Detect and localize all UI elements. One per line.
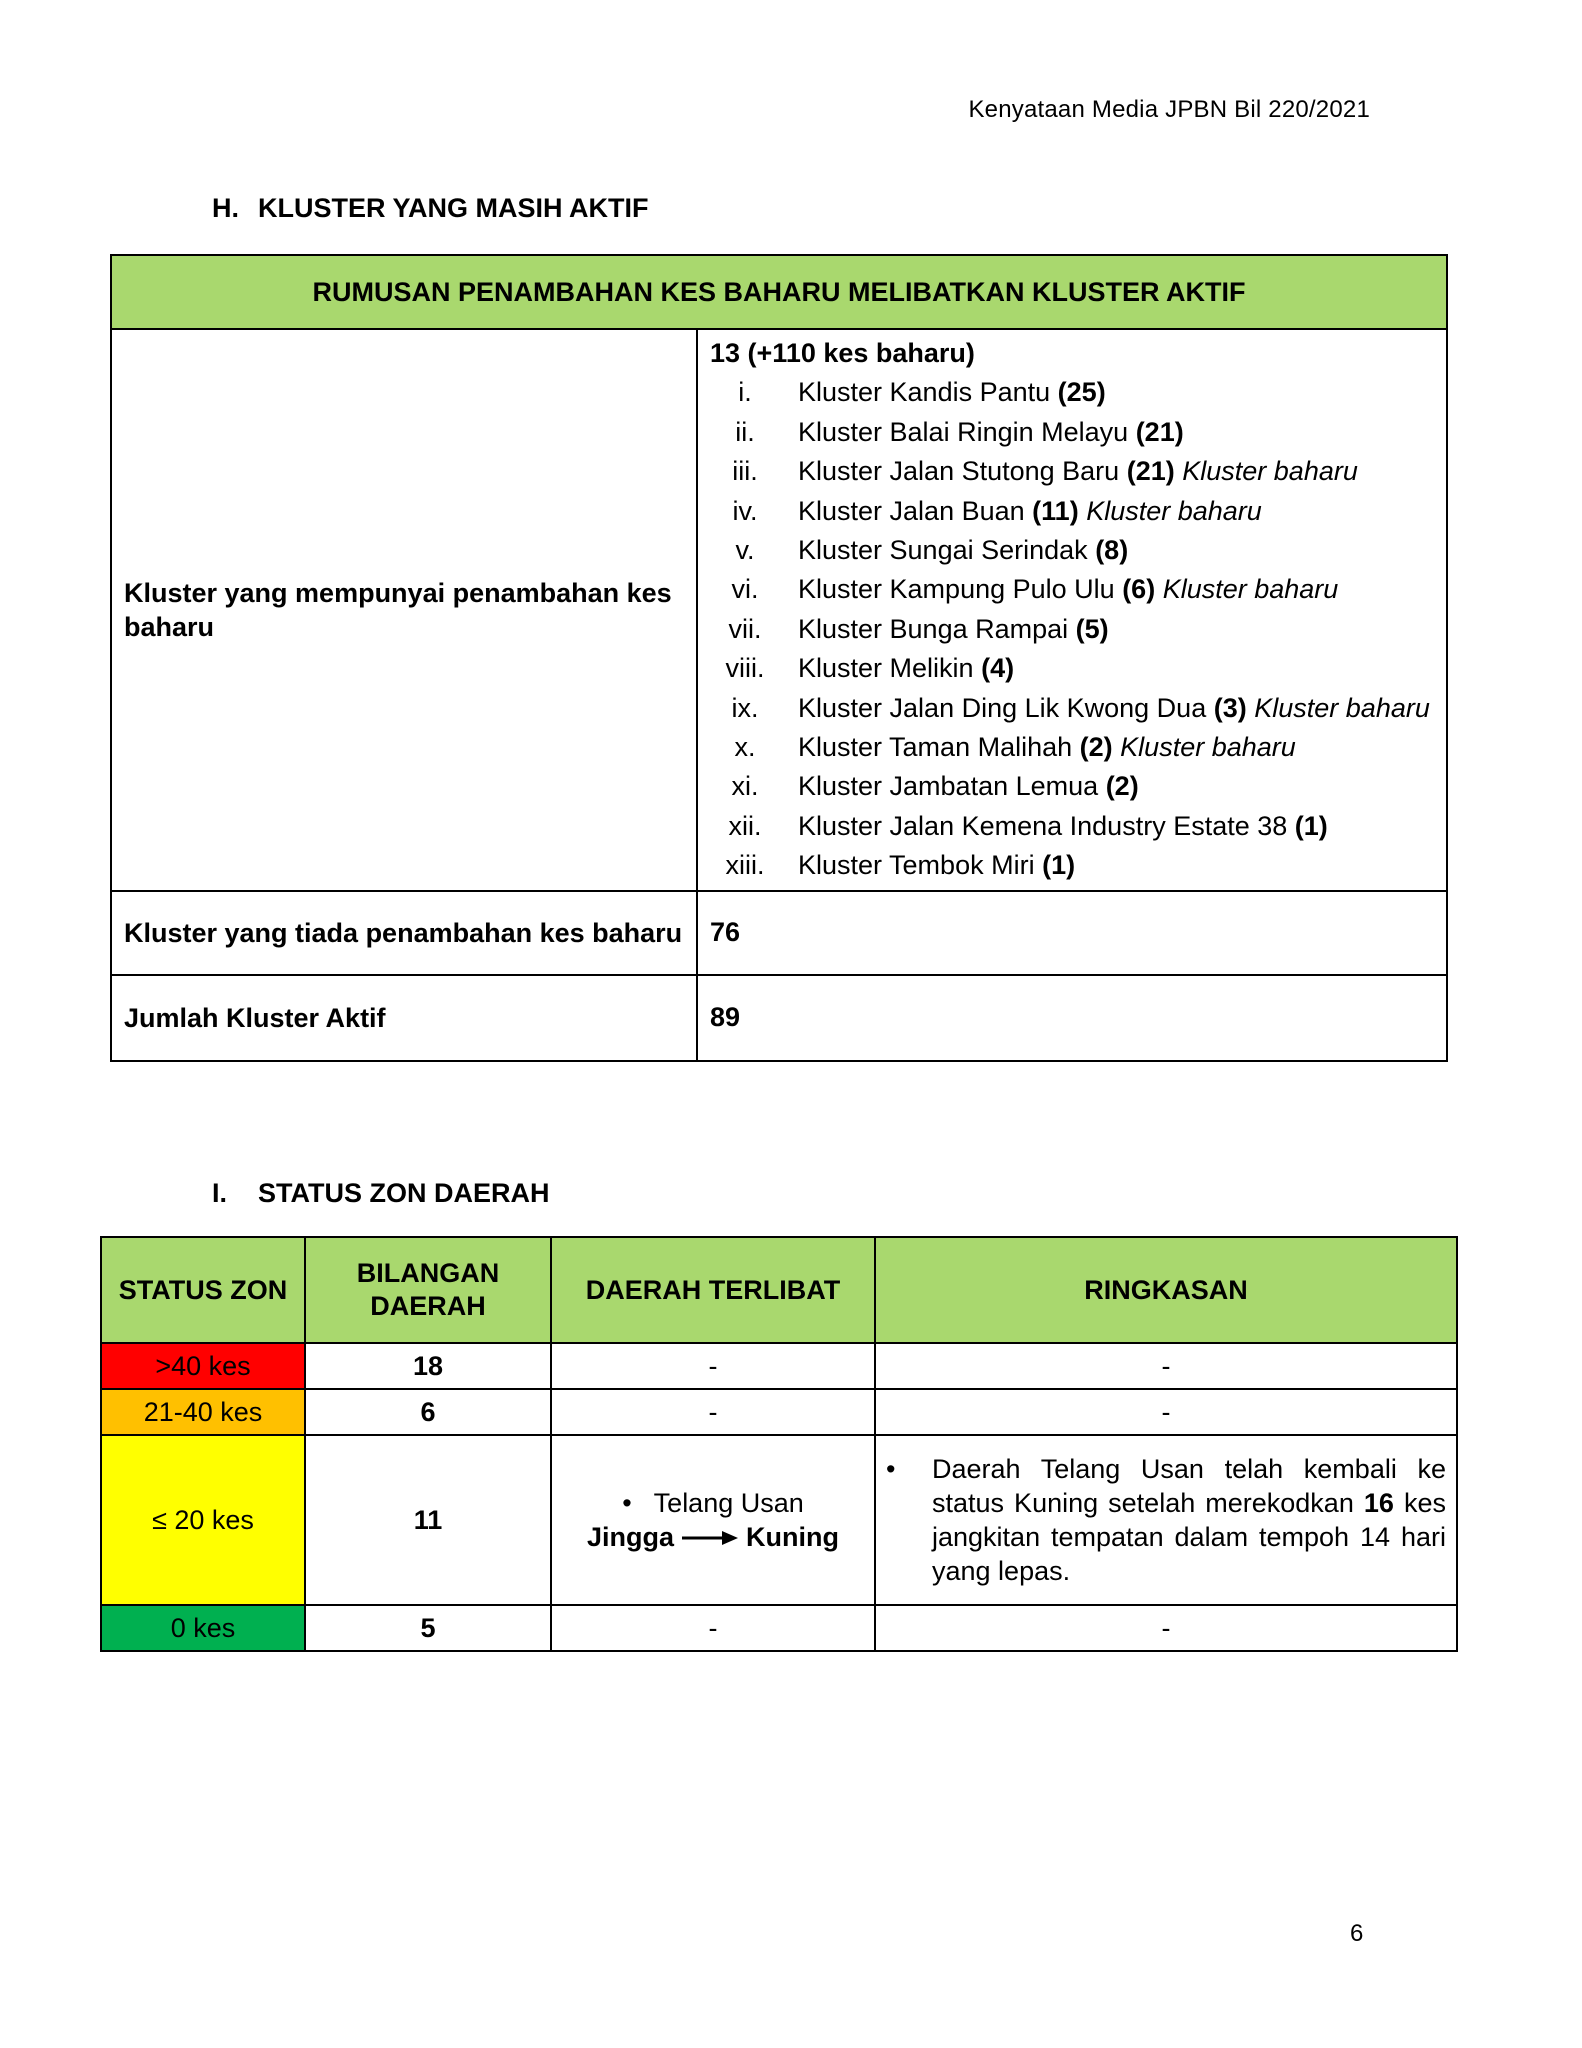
cluster-number: iii. [732,456,758,487]
cluster-name: Kluster Kampung Pulo Ulu [798,574,1115,605]
cluster-number: ix. [731,692,759,723]
cluster-entry [780,689,1434,728]
list-item [710,413,1434,452]
cluster-entry [780,846,1434,885]
section-i-heading: STATUS ZON DAERAH [258,1178,550,1208]
col-districts-involved: DAERAH TERLIBAT [551,1237,875,1343]
cluster-case-count: (2) [1105,771,1139,802]
cluster-entry [780,452,1434,491]
summary-case-count: 16 [1363,1488,1394,1518]
cluster-name: Kluster Tembok Miri [798,850,1035,881]
cluster-case-count: (11) [1032,495,1079,526]
cluster-name: Kluster Jambatan Lemua [798,771,1099,802]
cluster-name: Kluster Kandis Pantu [798,377,1051,408]
zone-status-table [100,1236,1458,1652]
from-zone: Jingga [587,1522,675,1552]
cluster-number: xii. [728,810,762,841]
zone-summary [875,1435,1457,1605]
table-row [111,975,1447,1061]
districts-involved: - [551,1389,875,1435]
new-cases-value [697,329,1447,891]
cluster-case-count: (4) [981,653,1015,684]
col-summary: RINGKASAN [875,1237,1457,1343]
document-reference: Kenyataan Media JPBN Bil 220/2021 [968,96,1370,123]
cluster-table-heading: RUMUSAN PENAMBAHAN KES BAHARU MELIBATKAN KLUSTER AKTIF [111,255,1447,329]
bullet-icon: • [622,1488,632,1518]
cluster-number: vi. [731,574,759,605]
area-bullet [562,1486,864,1520]
district-count: 5 [305,1605,551,1651]
summary-text [932,1452,1446,1588]
summary-text-post: kes jangkitan tempatan dalam tempoh 14 hari yang lepas. [932,1488,1446,1586]
list-item [710,570,1434,609]
zone-transition [562,1520,864,1554]
section-h-heading: KLUSTER YANG MASIH AKTIF [258,193,649,223]
cluster-name: Kluster Balai Ringin Melayu [798,416,1129,447]
list-item [710,492,1434,531]
cluster-name: Kluster Taman Malihah [798,732,1073,763]
cluster-number: xiii. [725,850,765,881]
zone-label: 21-40 kes [101,1389,305,1435]
zone-summary: - [875,1343,1457,1389]
cluster-name: Kluster Sungai Serindak [798,535,1088,566]
no-new-cases-value: 76 [697,891,1447,975]
cluster-entry [780,610,1434,649]
zone-label: 0 kes [101,1605,305,1651]
cluster-number: viii. [725,653,765,684]
section-h-number: H. [212,193,239,223]
list-item [710,767,1434,806]
section-h-title [212,193,649,224]
cluster-entry [780,373,1434,412]
cluster-number: x. [734,732,756,763]
zone-summary: - [875,1605,1457,1651]
new-cluster-tag: Kluster baharu [1182,456,1358,487]
cluster-entry [780,531,1434,570]
cluster-number: xi. [731,771,759,802]
cluster-list [710,373,1434,885]
cluster-entry [780,492,1434,531]
cluster-case-count: (21) [1126,456,1175,487]
list-item [710,610,1434,649]
arrow-right-icon [682,1520,738,1554]
active-cluster-table [110,254,1448,1062]
to-zone: Kuning [746,1522,839,1552]
cluster-entry [780,728,1434,767]
table-row [111,329,1447,891]
list-item [710,531,1434,570]
cluster-entry [780,649,1434,688]
new-cluster-tag: Kluster baharu [1254,692,1430,723]
cluster-name: Kluster Bunga Rampai [798,613,1069,644]
page-number: 6 [1350,1920,1364,1947]
list-item [710,452,1434,491]
area-name: Telang Usan [653,1488,804,1518]
total-active-label: Jumlah Kluster Aktif [111,975,697,1061]
zone-label: ≤ 20 kes [101,1435,305,1605]
cluster-entry [780,413,1434,452]
cluster-entry [780,570,1434,609]
table-row [101,1605,1457,1651]
cluster-case-count: (1) [1042,850,1076,881]
cluster-name: Kluster Melikin [798,653,974,684]
zone-table-header [101,1237,1457,1343]
col-status-zone: STATUS ZON [101,1237,305,1343]
district-count: 18 [305,1343,551,1389]
cluster-entry [780,767,1434,806]
list-item [710,728,1434,767]
districts-involved: - [551,1605,875,1651]
districts-involved: - [551,1343,875,1389]
cluster-number: i. [738,377,752,408]
new-cluster-tag: Kluster baharu [1162,574,1339,605]
cluster-case-count: (1) [1294,810,1328,841]
cluster-case-count: (21) [1135,416,1184,447]
cluster-name: Kluster Jalan Stutong Baru [798,456,1120,487]
cluster-number: ii. [735,416,755,447]
cluster-case-count: (2) [1079,732,1113,763]
list-item [710,807,1434,846]
list-item [710,846,1434,885]
new-cases-label: Kluster yang mempunyai penambahan kes baharu [111,329,697,891]
new-cluster-tag: Kluster baharu [1086,495,1262,526]
cluster-number: iv. [732,495,758,526]
cluster-number: v. [735,535,755,566]
new-cases-summary: 13 (+110 kes baharu) [710,338,975,368]
district-count: 6 [305,1389,551,1435]
new-cluster-tag: Kluster baharu [1120,732,1296,763]
col-district-count: BILANGAN DAERAH [305,1237,551,1343]
bullet-icon: • [886,1454,896,1484]
table-row [101,1435,1457,1605]
districts-involved [551,1435,875,1605]
section-i-title [212,1178,550,1209]
table-row [111,891,1447,975]
cluster-case-count: (8) [1095,535,1129,566]
cluster-case-count: (5) [1075,613,1109,644]
cluster-case-count: (25) [1057,377,1106,408]
cluster-name: Kluster Jalan Buan [798,495,1025,526]
list-item [710,373,1434,412]
cluster-number: vii. [728,613,762,644]
list-item [710,649,1434,688]
cluster-name: Kluster Jalan Ding Lik Kwong Dua [798,692,1207,723]
cluster-name: Kluster Jalan Kemena Industry Estate 38 [798,810,1288,841]
table-row [101,1343,1457,1389]
summary-text-pre: Daerah Telang Usan telah kembali ke status Kuning setelah merekodkan [932,1454,1446,1518]
total-active-value: 89 [697,975,1447,1061]
district-count: 11 [305,1435,551,1605]
zone-summary: - [875,1389,1457,1435]
cluster-case-count: (6) [1122,574,1156,605]
zone-label: >40 kes [101,1343,305,1389]
cluster-entry [780,807,1434,846]
list-item [710,689,1434,728]
cluster-case-count: (3) [1213,692,1247,723]
section-i-number: I. [212,1178,228,1208]
no-new-cases-label: Kluster yang tiada penambahan kes baharu [111,891,697,975]
table-row [101,1389,1457,1435]
